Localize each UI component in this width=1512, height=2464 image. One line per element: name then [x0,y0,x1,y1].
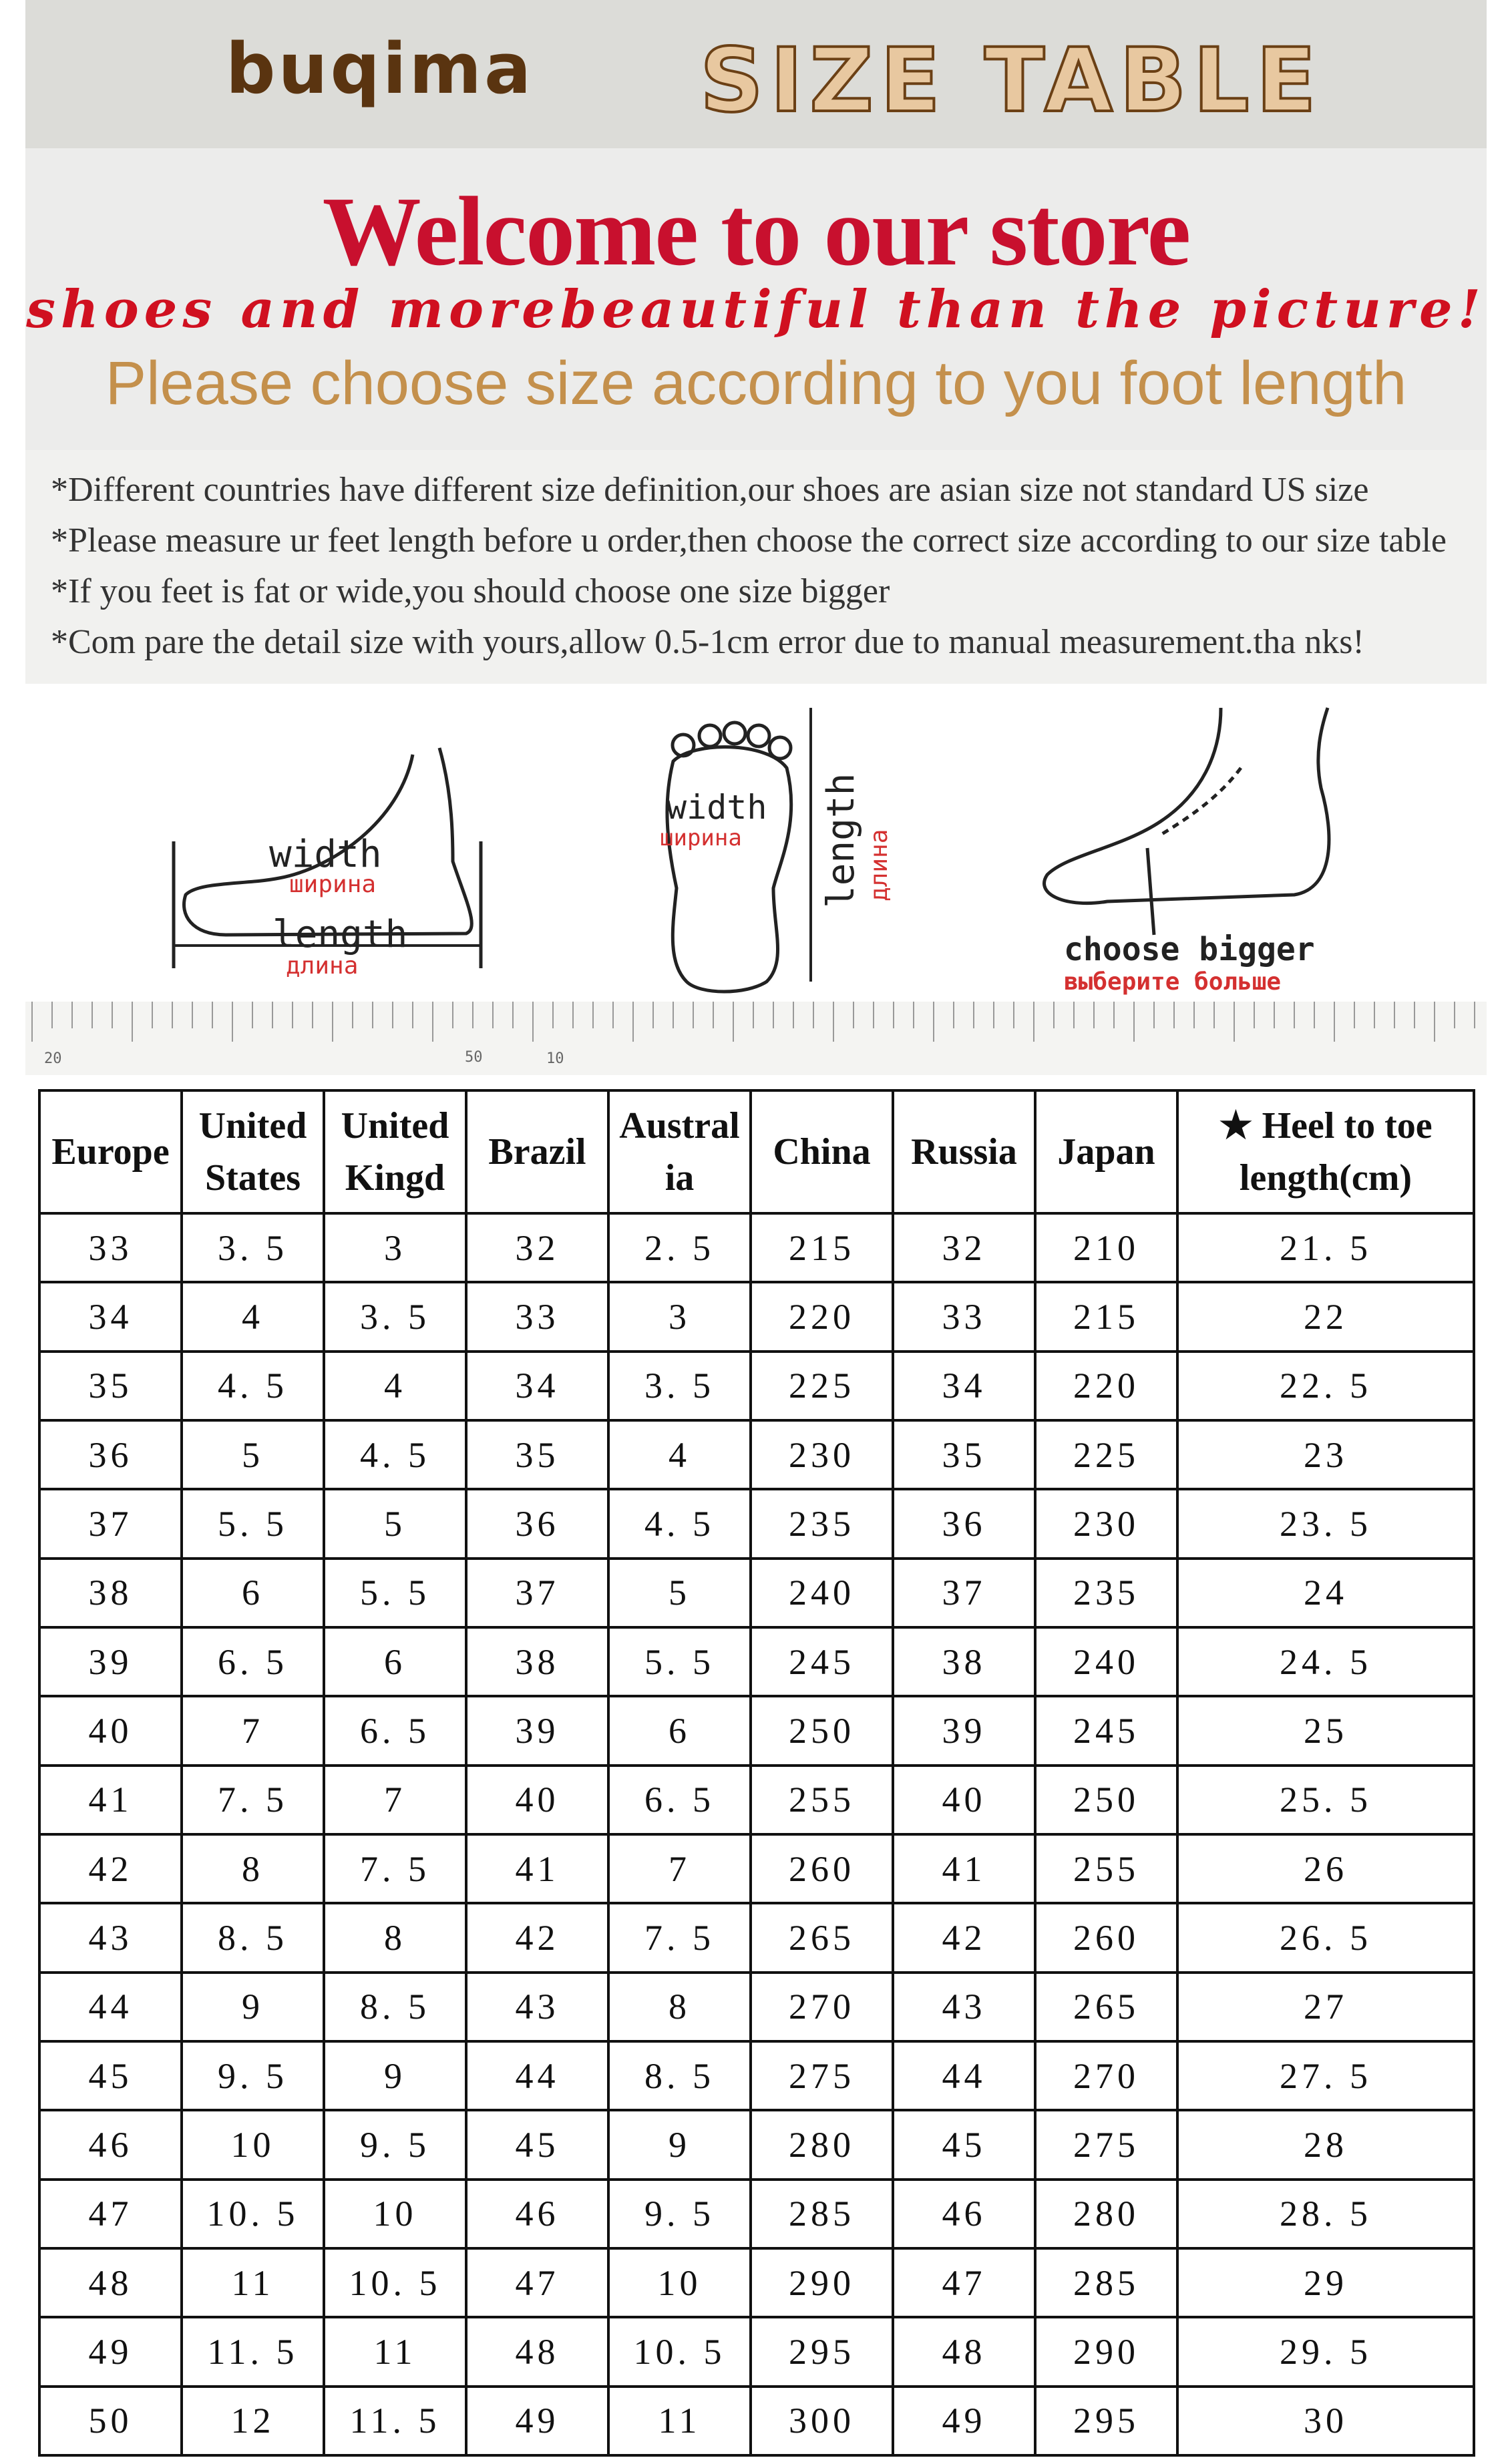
table-cell: 34 [893,1352,1035,1420]
table-cell: 260 [1035,1903,1177,1972]
table-cell: 7 [324,1766,466,1834]
table-cell: 34 [466,1352,608,1420]
table-cell: 42 [39,1834,182,1903]
table-cell: 8 [182,1834,324,1903]
column-header: China [751,1090,893,1213]
table-cell: 50 [39,2387,182,2455]
table-cell: 48 [893,2317,1035,2386]
table-cell: 33 [39,1213,182,1282]
table-cell: 26 [1177,1834,1474,1903]
table-row [39,2317,1474,2386]
table-cell: 11 [608,2387,751,2455]
table-cell: 44 [39,1973,182,2041]
table-cell: 4. 5 [324,1420,466,1489]
welcome-tagline: shoes and morebeautiful than the picture! [26,279,1486,340]
table-cell: 3. 5 [608,1352,751,1420]
table-cell: 300 [751,2387,893,2455]
table-cell: 8. 5 [324,1973,466,2041]
table-cell: 40 [466,1766,608,1834]
table-cell: 290 [1035,2317,1177,2386]
table-cell: 5 [608,1559,751,1627]
bigger-foot-icon [1045,708,1329,935]
side-width-ru-label: ширина [289,871,377,898]
table-cell: 33 [893,1282,1035,1351]
table-cell: 25 [1177,1696,1474,1765]
table-cell: 280 [751,2110,893,2179]
table-cell: 6 [182,1559,324,1627]
table-cell: 36 [466,1489,608,1558]
table-cell: 10. 5 [182,2180,324,2248]
table-row [39,1834,1474,1903]
table-cell: 41 [893,1834,1035,1903]
sole-length-label: length [819,773,863,908]
size-instruction: Please choose size according to you foot length [105,349,1407,417]
table-cell: 270 [751,1973,893,2041]
table-cell: 11. 5 [182,2317,324,2386]
table-cell: 39 [466,1696,608,1765]
table-cell: 285 [751,2180,893,2248]
table-cell: 280 [1035,2180,1177,2248]
welcome-panel [25,148,1487,450]
table-cell: 9. 5 [608,2180,751,2248]
table-cell: 44 [893,2041,1035,2110]
table-cell: 6 [324,1627,466,1696]
table-cell: 22. 5 [1177,1352,1474,1420]
table-cell: 33 [466,1282,608,1351]
table-cell: 4. 5 [608,1489,751,1558]
table-cell: 29. 5 [1177,2317,1474,2386]
table-cell: 34 [39,1282,182,1351]
table-cell: 38 [466,1627,608,1696]
table-cell: 240 [751,1559,893,1627]
column-header: Europe [39,1090,182,1213]
table-cell: 10 [608,2248,751,2317]
table-cell: 49 [39,2317,182,2386]
table-body [39,1213,1474,2455]
table-cell: 255 [751,1766,893,1834]
table-cell: 49 [893,2387,1035,2455]
table-row [39,1696,1474,1765]
table-row [39,2248,1474,2317]
table-cell: 11 [182,2248,324,2317]
sole-foot-icon [667,723,791,992]
table-cell: 4. 5 [182,1352,324,1420]
table-cell: 250 [1035,1766,1177,1834]
table-cell: 45 [466,2110,608,2179]
table-cell: 45 [893,2110,1035,2179]
table-cell: 37 [39,1489,182,1558]
table-cell: 220 [751,1282,893,1351]
table-cell: 230 [1035,1489,1177,1558]
table-cell: 6. 5 [182,1627,324,1696]
column-header: ★ Heel to toe length(cm) [1177,1090,1474,1213]
table-cell: 27. 5 [1177,2041,1474,2110]
table-cell: 245 [751,1627,893,1696]
table-cell: 26. 5 [1177,1903,1474,1972]
ruler-label: 20 [44,1050,62,1067]
column-header: Austral ia [608,1090,751,1213]
table-cell: 12 [182,2387,324,2455]
table-cell: 41 [39,1766,182,1834]
table-cell: 49 [466,2387,608,2455]
table-cell: 9 [182,1973,324,2041]
table-cell: 37 [466,1559,608,1627]
table-cell: 7. 5 [182,1766,324,1834]
welcome-heading: Welcome to our store [322,177,1190,286]
table-row [39,1627,1474,1696]
table-row [39,1559,1474,1627]
table-cell: 42 [466,1903,608,1972]
table-cell: 28. 5 [1177,2180,1474,2248]
sole-length-ru-label: длина [866,829,893,901]
table-cell: 38 [893,1627,1035,1696]
foot-diagram-svg [25,688,1487,1078]
table-cell: 7. 5 [608,1903,751,1972]
table-cell: 9 [324,2041,466,2110]
table-cell: 235 [1035,1559,1177,1627]
table-cell: 10 [324,2180,466,2248]
foot-measurement-illustration [25,688,1487,1078]
table-cell: 6. 5 [324,1696,466,1765]
table-cell: 235 [751,1489,893,1558]
table-cell: 5. 5 [182,1489,324,1558]
table-cell: 285 [1035,2248,1177,2317]
table-cell: 210 [1035,1213,1177,1282]
table-cell: 10. 5 [324,2248,466,2317]
table-cell: 4 [608,1420,751,1489]
table-cell: 10 [182,2110,324,2179]
ruler-label: 10 [546,1050,564,1067]
table-cell: 39 [893,1696,1035,1765]
column-header: Brazil [466,1090,608,1213]
table-cell: 23 [1177,1420,1474,1489]
table-cell: 240 [1035,1627,1177,1696]
table-cell: 215 [751,1213,893,1282]
table-cell: 275 [751,2041,893,2110]
table-cell: 43 [39,1903,182,1972]
table-cell: 8. 5 [608,2041,751,2110]
table-cell: 47 [39,2180,182,2248]
table-cell: 44 [466,2041,608,2110]
table-cell: 11 [324,2317,466,2386]
table-row [39,1352,1474,1420]
table-cell: 4 [182,1282,324,1351]
table-cell: 7 [608,1834,751,1903]
table-header-row [39,1090,1474,1213]
table-cell: 290 [751,2248,893,2317]
table-cell: 41 [466,1834,608,1903]
table-cell: 5. 5 [324,1559,466,1627]
table-cell: 48 [39,2248,182,2317]
table-cell: 8. 5 [182,1903,324,1972]
table-cell: 225 [1035,1420,1177,1489]
table-cell: 8 [324,1903,466,1972]
table-cell: 3. 5 [182,1213,324,1282]
table-cell: 43 [466,1973,608,2041]
table-cell: 255 [1035,1834,1177,1903]
side-length-ru-label: длина [286,952,359,980]
table-cell: 28 [1177,2110,1474,2179]
table-row [39,1766,1474,1834]
ruler [25,1002,1487,1075]
table-cell: 4 [324,1352,466,1420]
table-cell: 23. 5 [1177,1489,1474,1558]
table-cell: 39 [39,1627,182,1696]
table-cell: 245 [1035,1696,1177,1765]
table-cell: 38 [39,1559,182,1627]
table-cell: 42 [893,1903,1035,1972]
table-cell: 9. 5 [182,2041,324,2110]
table-cell: 9. 5 [324,2110,466,2179]
table-cell: 35 [893,1420,1035,1489]
table-cell: 46 [39,2110,182,2179]
table-row [39,1213,1474,1282]
side-length-label: length [272,913,408,956]
note-item: *Please measure ur feet length before u order,then choose the correct size according to our size table [51,522,1447,560]
table-cell: 275 [1035,2110,1177,2179]
table-row [39,1903,1474,1972]
table-cell: 46 [466,2180,608,2248]
table-cell: 43 [893,1973,1035,2041]
table-cell: 40 [893,1766,1035,1834]
table-cell: 5 [182,1420,324,1489]
table-cell: 25. 5 [1177,1766,1474,1834]
column-header: Japan [1035,1090,1177,1213]
table-cell: 6. 5 [608,1766,751,1834]
sole-width-label: width [667,788,767,827]
table-cell: 22 [1177,1282,1474,1351]
column-header: United States [182,1090,324,1213]
table-cell: 5 [324,1489,466,1558]
table-cell: 10. 5 [608,2317,751,2386]
table-cell: 250 [751,1696,893,1765]
table-cell: 265 [1035,1973,1177,2041]
table-cell: 35 [466,1420,608,1489]
table-row [39,1489,1474,1558]
table-cell: 270 [1035,2041,1177,2110]
table-cell: 5. 5 [608,1627,751,1696]
table-row [39,1282,1474,1351]
note-item: *Different countries have different size definition,our shoes are asian size not standard US size [51,471,1369,509]
table-cell: 3. 5 [324,1282,466,1351]
side-width-label: width [269,833,382,876]
ruler-label: 50 [465,1049,483,1066]
table-cell: 230 [751,1420,893,1489]
table-cell: 7. 5 [324,1834,466,1903]
table-cell: 46 [893,2180,1035,2248]
size-table [38,1089,1473,2457]
choose-bigger-ru-label: выберите больше [1064,968,1282,996]
table-cell: 21. 5 [1177,1213,1474,1282]
table-cell: 3 [324,1213,466,1282]
table-cell: 30 [1177,2387,1474,2455]
column-header: United Kingd [324,1090,466,1213]
table-cell: 3 [608,1282,751,1351]
table-row [39,2110,1474,2179]
table-cell: 47 [466,2248,608,2317]
table-cell: 32 [466,1213,608,1282]
table-cell: 32 [893,1213,1035,1282]
table-cell: 40 [39,1696,182,1765]
table-cell: 29 [1177,2248,1474,2317]
table-cell: 37 [893,1559,1035,1627]
table-cell: 36 [893,1489,1035,1558]
notes-panel [25,450,1487,684]
table-cell: 265 [751,1903,893,1972]
table-row [39,1973,1474,2041]
header-banner [25,0,1487,148]
table-cell: 27 [1177,1973,1474,2041]
table-cell: 215 [1035,1282,1177,1351]
brand-logo: buqima [226,28,534,110]
table-cell: 45 [39,2041,182,2110]
table-cell: 36 [39,1420,182,1489]
table-cell: 9 [608,2110,751,2179]
note-item: *Com pare the detail size with yours,allow 0.5-1cm error due to manual measurement.tha nks! [51,623,1364,661]
table-row [39,2041,1474,2110]
table-cell: 6 [608,1696,751,1765]
table-row [39,1420,1474,1489]
table-cell: 295 [1035,2387,1177,2455]
sole-width-ru-label: ширина [660,825,742,851]
table-cell: 24 [1177,1559,1474,1627]
table-cell: 260 [751,1834,893,1903]
table-cell: 24. 5 [1177,1627,1474,1696]
size-table-title: SIZE TABLE [700,29,1323,132]
table-cell: 2. 5 [608,1213,751,1282]
table-cell: 11. 5 [324,2387,466,2455]
table-cell: 295 [751,2317,893,2386]
table-cell: 8 [608,1973,751,2041]
table-cell: 7 [182,1696,324,1765]
table-row [39,2387,1474,2455]
table-cell: 225 [751,1352,893,1420]
table-cell: 35 [39,1352,182,1420]
table-row [39,2180,1474,2248]
table-cell: 47 [893,2248,1035,2317]
choose-bigger-label: choose bigger [1064,931,1315,968]
table-cell: 220 [1035,1352,1177,1420]
note-item: *If you feet is fat or wide,you should choose one size bigger [51,572,890,610]
column-header: Russia [893,1090,1035,1213]
table-cell: 48 [466,2317,608,2386]
